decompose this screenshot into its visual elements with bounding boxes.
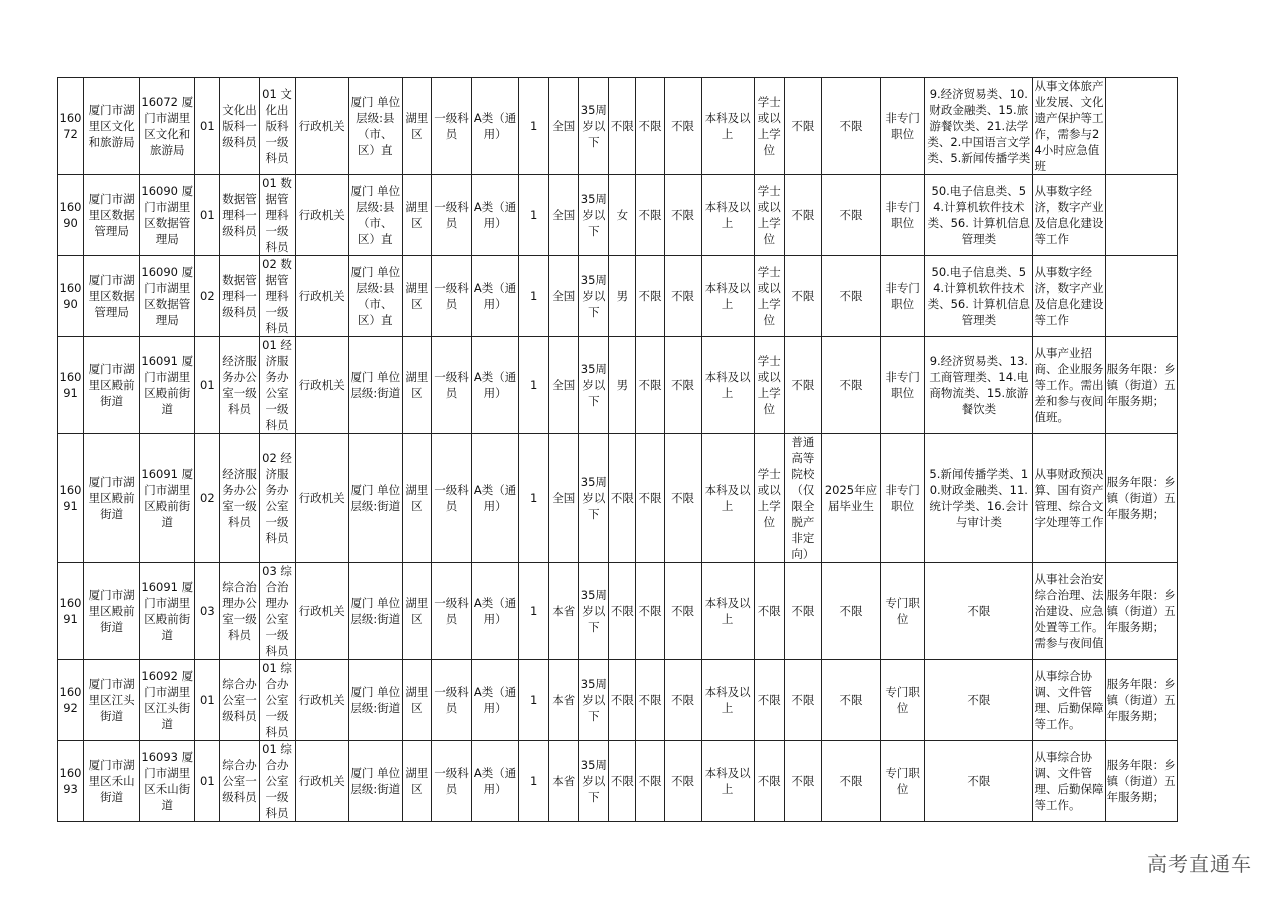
position-code-cell: 01 经济服务办公室一级科员 (259, 337, 295, 434)
age-cell: 35周岁以下 (579, 256, 609, 337)
table-row (58, 741, 1178, 822)
age-cell: 35周岁以下 (579, 78, 609, 175)
org-type-cell: 行政机关 (295, 256, 348, 337)
age-cell: 35周岁以下 (579, 337, 609, 434)
org-type-cell: 行政机关 (295, 175, 348, 256)
code-cell: 16090 (58, 256, 84, 337)
duty-cell: 从事文体旅产业发展、文化遗产保护等工作，需参与24小时应急值班 (1034, 79, 1104, 173)
count-cell: 1 (519, 563, 549, 660)
remark-cell: 服务年限：乡镇（街道）五年服务期； (1105, 563, 1177, 660)
special-position-cell: 非专门职位 (881, 78, 925, 175)
degree-cell: 学士或以上学位 (754, 434, 784, 563)
table-row (58, 563, 1178, 660)
rank-cell: 一级科员 (431, 256, 471, 337)
count-cell: 1 (519, 741, 549, 822)
unit-code-cell: 16091 厦门市湖里区殿前街道 (140, 337, 195, 434)
experience-cell: 不限 (664, 741, 701, 822)
major-cell: 50.电子信息类、54.计算机软件技术类、56. 计算机信息管理类 (925, 175, 1033, 256)
remark-cell (1105, 256, 1177, 337)
scope-cell: 全国 (549, 256, 579, 337)
exam-type-cell: A类（通用） (472, 660, 519, 741)
count-cell: 1 (519, 337, 549, 434)
exam-type-cell: A类（通用） (472, 337, 519, 434)
district-cell: 湖里区 (402, 256, 431, 337)
rank-cell: 一级科员 (431, 175, 471, 256)
scope-cell: 全国 (549, 434, 579, 563)
graduate-cell: 不限 (821, 660, 880, 741)
org-type-cell: 行政机关 (295, 741, 348, 822)
duty-cell: 从事社会治安综合治理、法治建设、应急处置等工作。需参与夜间值 (1033, 563, 1105, 660)
position-name-cell: 数据管理科一级科员 (220, 256, 259, 337)
position-code-cell: 01 综合办公室一级科员 (259, 660, 295, 741)
count-cell: 1 (519, 434, 549, 563)
scope-cell: 全国 (549, 78, 579, 175)
position-no-cell: 01 (195, 660, 220, 741)
degree-cell: 不限 (754, 563, 784, 660)
position-name-cell: 经济服务办公室一级科员 (220, 337, 259, 434)
position-no-cell: 02 (195, 434, 220, 563)
district-cell: 湖里区 (402, 337, 431, 434)
gender-cell: 不限 (609, 563, 636, 660)
major-cell: 50.电子信息类、54.计算机软件技术类、56. 计算机信息管理类 (925, 256, 1033, 337)
exam-type-cell: A类（通用） (472, 256, 519, 337)
watermark: 高考直通车 (1147, 852, 1252, 876)
rank-cell: 一级科员 (431, 78, 471, 175)
org-type-cell: 行政机关 (295, 660, 348, 741)
degree-cell: 不限 (754, 660, 784, 741)
school-cell: 不限 (784, 563, 821, 660)
school-cell: 普通高等院校（仅限全脱产非定向） (784, 434, 821, 563)
special-position-cell: 专门职位 (881, 563, 925, 660)
special-position-cell: 非专门职位 (881, 434, 925, 563)
scope-cell: 全国 (549, 337, 579, 434)
dept-cell: 厦门市湖里区数据管理局 (84, 175, 140, 256)
politics-cell: 不限 (636, 741, 664, 822)
code-cell: 16091 (58, 434, 84, 563)
experience-cell: 不限 (664, 660, 701, 741)
graduate-cell: 不限 (821, 563, 880, 660)
remark-cell: 服务年限：乡镇（街道）五年服务期； (1105, 660, 1177, 741)
scope-cell: 全国 (549, 175, 579, 256)
level-cell: 厦门 单位层级:街道 (348, 741, 402, 822)
gender-cell: 不限 (609, 434, 636, 563)
education-cell: 本科及以上 (701, 660, 754, 741)
graduate-cell: 2025年应届毕业生 (821, 434, 880, 563)
school-cell: 不限 (784, 256, 821, 337)
rank-cell: 一级科员 (431, 563, 471, 660)
district-cell: 湖里区 (402, 563, 431, 660)
position-name-cell: 文化出版科一级科员 (220, 78, 259, 175)
gender-cell: 不限 (609, 78, 636, 175)
duty-cell: 从事数字经济，数字产业及信息化建设等工作 (1033, 256, 1105, 337)
positions-table (57, 77, 1178, 822)
dept-cell: 厦门市湖里区文化和旅游局 (84, 78, 140, 175)
dept-cell: 厦门市湖里区禾山街道 (84, 741, 140, 822)
degree-cell: 学士或以上学位 (754, 78, 784, 175)
position-no-cell: 01 (195, 741, 220, 822)
count-cell: 1 (519, 256, 549, 337)
code-cell: 16092 (58, 660, 84, 741)
education-cell: 本科及以上 (701, 434, 754, 563)
major-cell: 9.经济贸易类、10.财政金融类、15.旅游餐饮类、21.法学类、2.中国语言文学类、5.新闻传播学类 (925, 78, 1033, 175)
special-position-cell: 非专门职位 (881, 337, 925, 434)
education-cell: 本科及以上 (701, 741, 754, 822)
rank-cell: 一级科员 (431, 434, 471, 563)
code-cell: 16072 (58, 78, 84, 175)
school-cell: 不限 (784, 660, 821, 741)
school-cell: 不限 (784, 78, 821, 175)
count-cell: 1 (519, 78, 549, 175)
district-cell: 湖里区 (402, 175, 431, 256)
remark-cell (1105, 78, 1177, 175)
politics-cell: 不限 (636, 660, 664, 741)
politics-cell: 不限 (636, 78, 664, 175)
experience-cell: 不限 (664, 434, 701, 563)
age-cell: 35周岁以下 (579, 660, 609, 741)
level-cell: 厦门 单位层级:县（市、区）直 (348, 256, 402, 337)
unit-code-cell: 16091 厦门市湖里区殿前街道 (140, 434, 195, 563)
level-cell: 厦门 单位层级:街道 (348, 434, 402, 563)
graduate-cell: 不限 (821, 337, 880, 434)
table-row (58, 434, 1178, 563)
exam-type-cell: A类（通用） (472, 78, 519, 175)
unit-code-cell: 16093 厦门市湖里区禾山街道 (140, 741, 195, 822)
degree-cell: 学士或以上学位 (754, 256, 784, 337)
age-cell: 35周岁以下 (579, 741, 609, 822)
remark-cell: 服务年限：乡镇（街道）五年服务期； (1105, 337, 1177, 434)
position-code-cell: 01 数据管理科一级科员 (259, 175, 295, 256)
scope-cell: 本省 (549, 741, 579, 822)
position-no-cell: 01 (195, 175, 220, 256)
level-cell: 厦门 单位层级:街道 (348, 337, 402, 434)
scope-cell: 本省 (549, 563, 579, 660)
remark-cell: 服务年限：乡镇（街道）五年服务期； (1105, 434, 1177, 563)
table-row (58, 256, 1178, 337)
rank-cell: 一级科员 (431, 741, 471, 822)
graduate-cell: 不限 (821, 175, 880, 256)
education-cell: 本科及以上 (701, 256, 754, 337)
special-position-cell: 专门职位 (881, 660, 925, 741)
remark-cell: 服务年限：乡镇（街道）五年服务期； (1105, 741, 1177, 822)
position-name-cell: 综合治理办公室一级科员 (220, 563, 259, 660)
remark-cell (1105, 175, 1177, 256)
major-cell: 不限 (925, 563, 1033, 660)
gender-cell: 不限 (609, 741, 636, 822)
code-cell: 16093 (58, 741, 84, 822)
duty-cell: 从事产业招商、企业服务等工作。需出差和参与夜间值班。 (1033, 337, 1105, 434)
education-cell: 本科及以上 (701, 337, 754, 434)
exam-type-cell: A类（通用） (472, 175, 519, 256)
gender-cell: 男 (609, 256, 636, 337)
special-position-cell: 非专门职位 (881, 256, 925, 337)
position-code-cell: 02 经济服务办公室一级科员 (259, 434, 295, 563)
age-cell: 35周岁以下 (579, 563, 609, 660)
district-cell: 湖里区 (402, 741, 431, 822)
unit-code-cell: 16091 厦门市湖里区殿前街道 (140, 563, 195, 660)
unit-code-cell: 16090 厦门市湖里区数据管理局 (140, 175, 195, 256)
org-type-cell: 行政机关 (295, 337, 348, 434)
dept-cell: 厦门市湖里区殿前街道 (84, 337, 140, 434)
politics-cell: 不限 (636, 175, 664, 256)
dept-cell: 厦门市湖里区江头街道 (84, 660, 140, 741)
politics-cell: 不限 (636, 337, 664, 434)
duty-cell: 从事综合协调、文件管理、后勤保障等工作。 (1033, 741, 1105, 822)
table-body (58, 78, 1178, 822)
duty-cell: 从事财政预决算、国有资产管理、综合文字处理等工作 (1033, 434, 1105, 563)
dept-cell: 厦门市湖里区殿前街道 (84, 563, 140, 660)
graduate-cell: 不限 (821, 741, 880, 822)
gender-cell: 女 (609, 175, 636, 256)
politics-cell: 不限 (636, 563, 664, 660)
unit-code-cell: 16090 厦门市湖里区数据管理局 (140, 256, 195, 337)
position-no-cell: 03 (195, 563, 220, 660)
level-cell: 厦门 单位层级:县（市、区）直 (348, 175, 402, 256)
position-code-cell: 02 数据管理科一级科员 (259, 256, 295, 337)
count-cell: 1 (519, 175, 549, 256)
position-name-cell: 数据管理科一级科员 (220, 175, 259, 256)
exam-type-cell: A类（通用） (472, 563, 519, 660)
code-cell: 16090 (58, 175, 84, 256)
education-cell: 本科及以上 (701, 563, 754, 660)
duty-cell: 从事数字经济，数字产业及信息化建设等工作 (1033, 175, 1105, 256)
experience-cell: 不限 (664, 563, 701, 660)
special-position-cell: 专门职位 (881, 741, 925, 822)
org-type-cell: 行政机关 (295, 78, 348, 175)
experience-cell: 不限 (664, 256, 701, 337)
age-cell: 35周岁以下 (579, 175, 609, 256)
code-cell: 16091 (58, 337, 84, 434)
school-cell: 不限 (784, 175, 821, 256)
position-name-cell: 综合办公室一级科员 (220, 741, 259, 822)
unit-code-cell: 16072 厦门市湖里区文化和旅游局 (140, 78, 195, 175)
degree-cell: 学士或以上学位 (754, 175, 784, 256)
experience-cell: 不限 (664, 78, 701, 175)
experience-cell: 不限 (664, 175, 701, 256)
dept-cell: 厦门市湖里区数据管理局 (84, 256, 140, 337)
graduate-cell: 不限 (821, 256, 880, 337)
exam-type-cell: A类（通用） (472, 434, 519, 563)
level-cell: 厦门 单位层级:县（市、区）直 (348, 78, 402, 175)
district-cell: 湖里区 (402, 434, 431, 563)
school-cell: 不限 (784, 337, 821, 434)
age-cell: 35周岁以下 (579, 434, 609, 563)
dept-cell: 厦门市湖里区殿前街道 (84, 434, 140, 563)
rank-cell: 一级科员 (431, 660, 471, 741)
count-cell: 1 (519, 660, 549, 741)
degree-cell: 学士或以上学位 (754, 337, 784, 434)
politics-cell: 不限 (636, 256, 664, 337)
degree-cell: 不限 (754, 741, 784, 822)
graduate-cell: 不限 (821, 78, 880, 175)
education-cell: 本科及以上 (701, 78, 754, 175)
district-cell: 湖里区 (402, 78, 431, 175)
major-cell: 不限 (925, 741, 1033, 822)
position-code-cell: 03 综合治理办公室一级科员 (259, 563, 295, 660)
table-row (58, 78, 1178, 175)
duty-cell: 从事综合协调、文件管理、后勤保障等工作。 (1033, 660, 1105, 741)
education-cell: 本科及以上 (701, 175, 754, 256)
gender-cell: 不限 (609, 660, 636, 741)
position-name-cell: 经济服务办公室一级科员 (220, 434, 259, 563)
org-type-cell: 行政机关 (295, 563, 348, 660)
unit-code-cell: 16092 厦门市湖里区江头街道 (140, 660, 195, 741)
level-cell: 厦门 单位层级:街道 (348, 660, 402, 741)
experience-cell: 不限 (664, 337, 701, 434)
scope-cell: 本省 (549, 660, 579, 741)
exam-type-cell: A类（通用） (472, 741, 519, 822)
position-code-cell: 01 文化出版科一级科员 (259, 78, 295, 175)
special-position-cell: 非专门职位 (881, 175, 925, 256)
code-cell: 16091 (58, 563, 84, 660)
position-no-cell: 01 (195, 337, 220, 434)
major-cell: 5.新闻传播学类、10.财政金融类、11.统计学类、16.会计与审计类 (925, 434, 1033, 563)
level-cell: 厦门 单位层级:街道 (348, 563, 402, 660)
major-cell: 不限 (925, 660, 1033, 741)
org-type-cell: 行政机关 (295, 434, 348, 563)
district-cell: 湖里区 (402, 660, 431, 741)
position-code-cell: 01 综合办公室一级科员 (259, 741, 295, 822)
gender-cell: 男 (609, 337, 636, 434)
politics-cell: 不限 (636, 434, 664, 563)
position-no-cell: 02 (195, 256, 220, 337)
table-row (58, 660, 1178, 741)
rank-cell: 一级科员 (431, 337, 471, 434)
table-row (58, 337, 1178, 434)
school-cell: 不限 (784, 741, 821, 822)
position-name-cell: 综合办公室一级科员 (220, 660, 259, 741)
major-cell: 9.经济贸易类、13.工商管理类、14.电商物流类、15.旅游餐饮类 (925, 337, 1033, 434)
position-no-cell: 01 (195, 78, 220, 175)
table-row (58, 175, 1178, 256)
